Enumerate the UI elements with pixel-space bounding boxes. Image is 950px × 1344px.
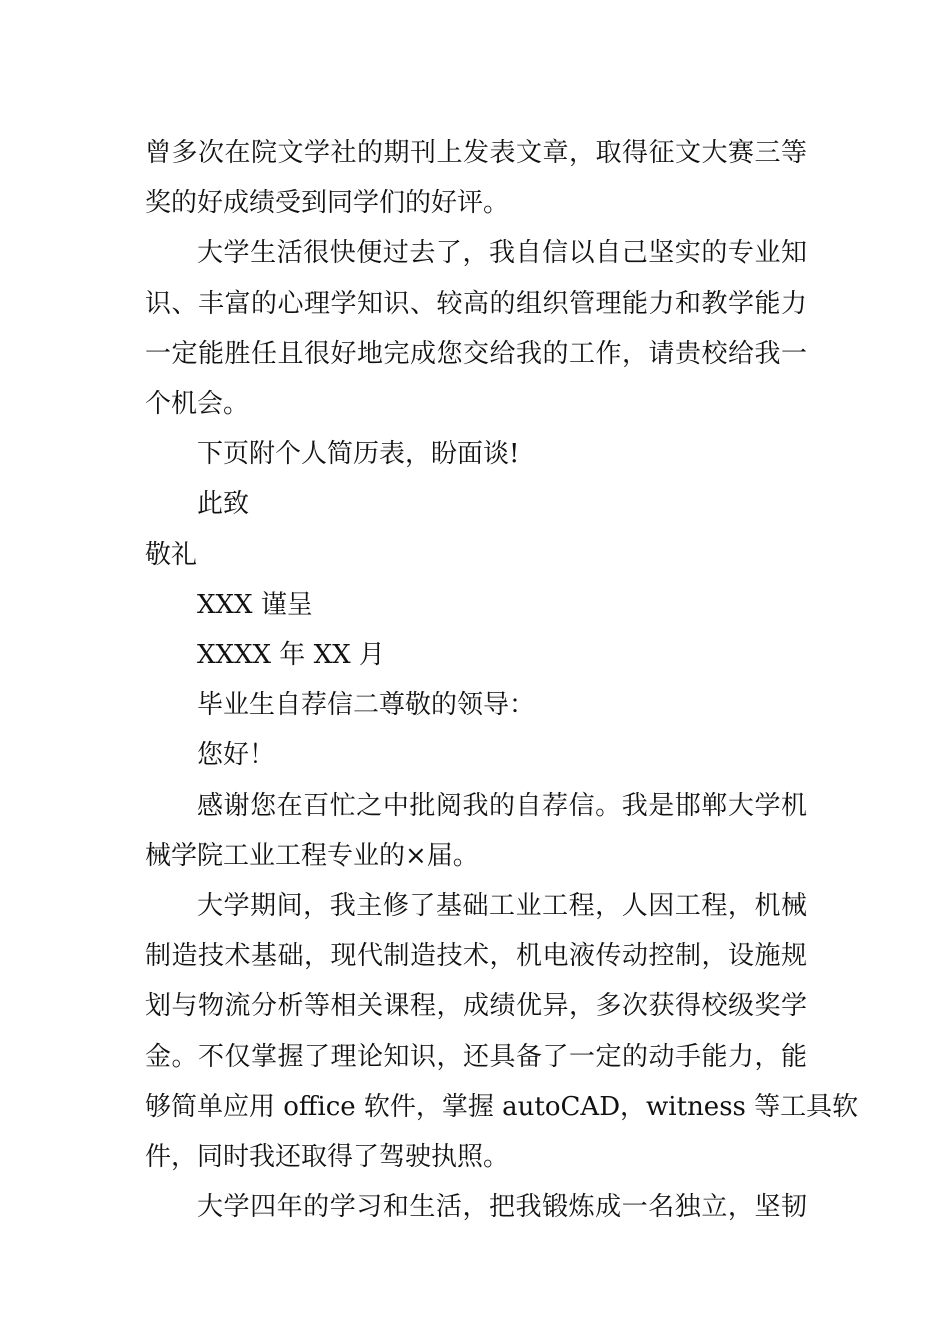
text-line: 感谢您在百忙之中批阅我的自荐信。我是邯郸大学机 [197, 790, 807, 821]
text-line: 金。不仅掌握了理论知识，还具备了一定的动手能力，能 [145, 1041, 807, 1072]
text-line: 您好！ [197, 740, 276, 771]
text-line: XXXX 年 XX 月 [197, 640, 385, 671]
text-line: 毕业生自荐信二尊敬的领导： [197, 690, 536, 721]
text-line: 制造技术基础，现代制造技术，机电液传动控制，设施规 [145, 941, 807, 972]
signature-date [145, 630, 807, 680]
signature [145, 580, 807, 630]
letter-body [145, 128, 859, 1232]
text-line: XXX 谨呈 [197, 589, 313, 620]
text-line: 大学期间，我主修了基础工业工程，人因工程，机械 [197, 891, 807, 922]
greeting [145, 730, 807, 780]
text-line: 够简单应用 office 软件，掌握 autoCAD，witness 等工具软 [145, 1091, 859, 1122]
paragraph-publications [145, 128, 807, 228]
text-line: 个机会。 [145, 389, 250, 420]
paragraph-introduction [145, 781, 807, 881]
second-letter-heading [145, 680, 807, 730]
text-line: 敬礼 [145, 539, 198, 570]
text-line: 大学生活很快便过去了，我自信以自己坚实的专业知 [197, 238, 807, 269]
paragraph-four-years [145, 1182, 807, 1232]
closing-salutation [145, 479, 807, 529]
text-line: 此致 [197, 489, 250, 520]
text-line: 识、丰富的心理学知识、较高的组织管理能力和教学能力 [145, 288, 807, 319]
paragraph-resume-note [145, 429, 807, 479]
text-line: 大学四年的学习和生活，把我锻炼成一名独立，坚韧 [197, 1192, 807, 1223]
text-line: 械学院工业工程专业的×届。 [145, 840, 479, 871]
text-line: 曾多次在院文学社的期刊上发表文章，取得征文大赛三等 [145, 138, 807, 168]
text-line: 一定能胜任且很好地完成您交给我的工作，请贵校给我一 [145, 338, 807, 369]
paragraph-confidence [145, 228, 807, 429]
text-line: 件，同时我还取得了驾驶执照。 [145, 1142, 510, 1173]
closing-regards [145, 530, 807, 580]
paragraph-courses [145, 881, 859, 1182]
text-line: 划与物流分析等相关课程，成绩优异，多次获得校级奖学 [145, 991, 807, 1022]
text-line: 奖的好成绩受到同学们的好评。 [145, 188, 510, 219]
text-line: 下页附个人简历表，盼面谈! [197, 439, 520, 470]
